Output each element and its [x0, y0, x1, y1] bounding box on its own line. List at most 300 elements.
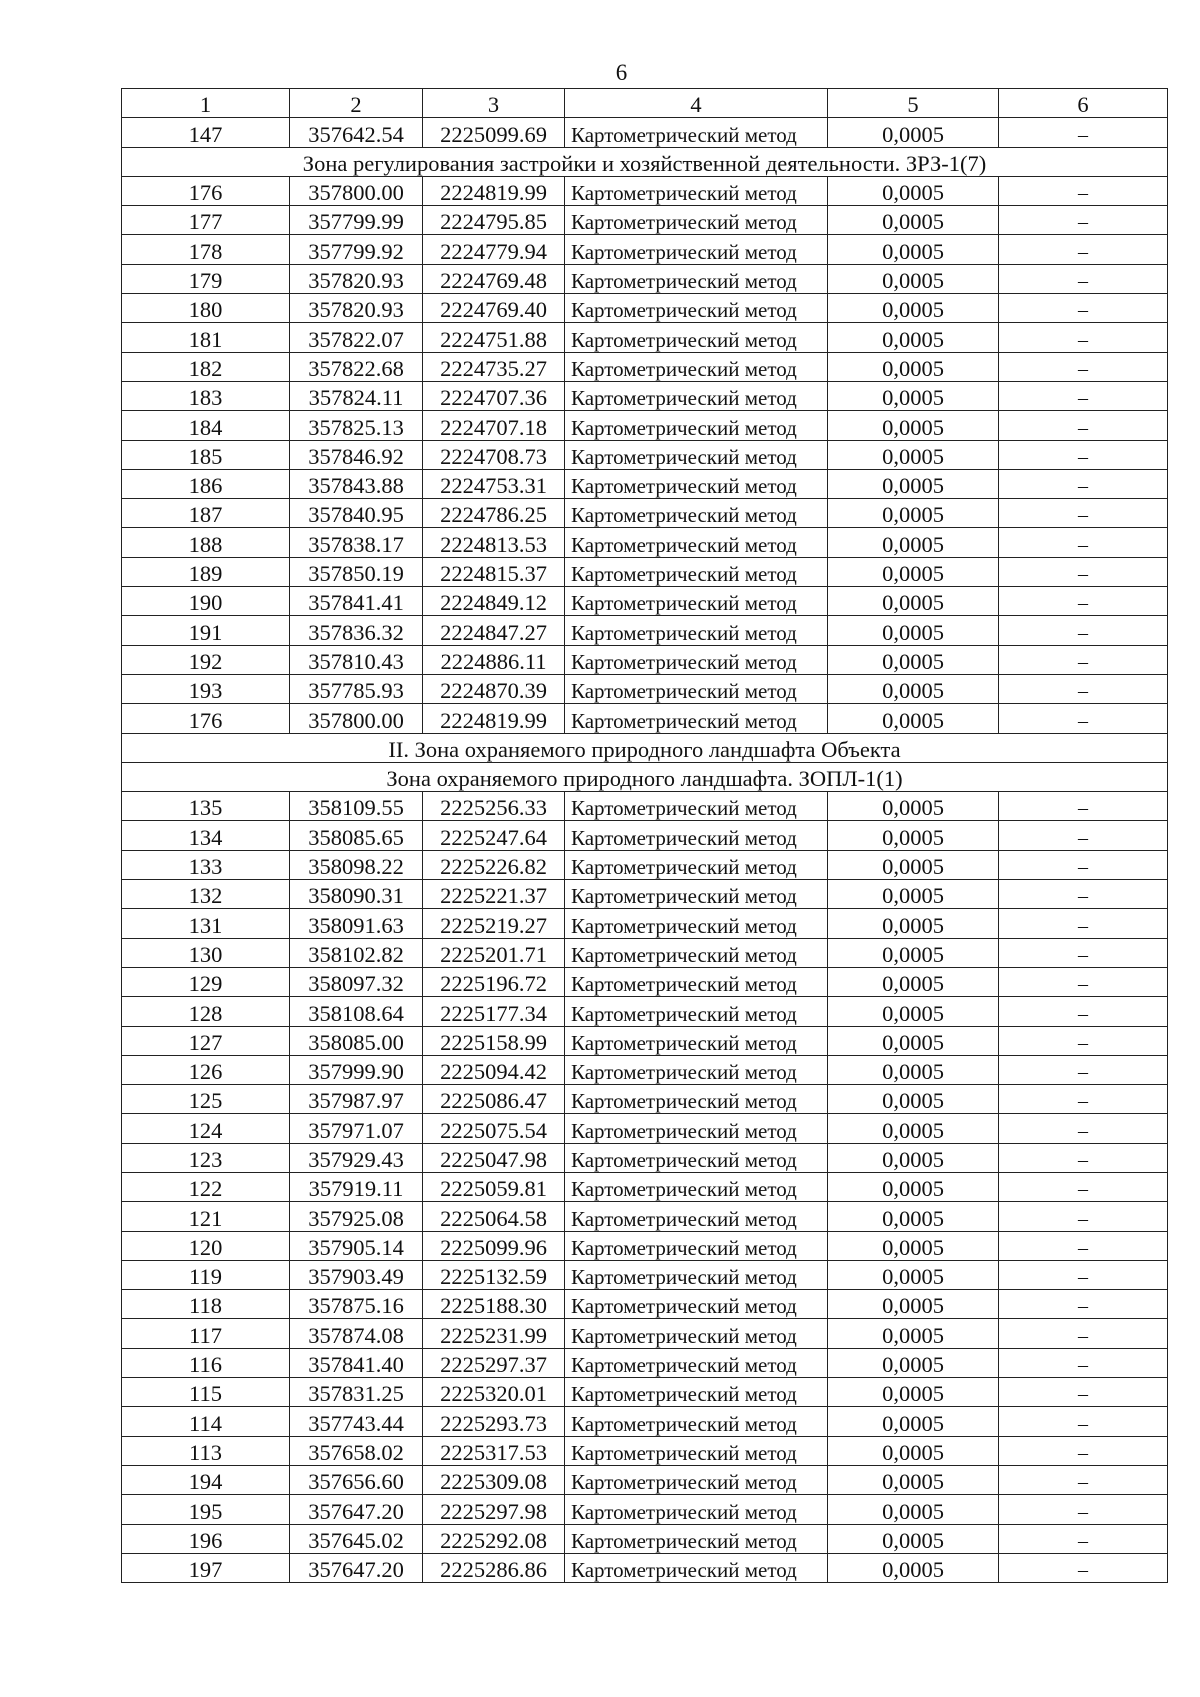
table-row — [122, 1407, 1168, 1436]
y-coordinate-cell: 2224735.27 — [423, 352, 565, 381]
y-coordinate-cell: 2225309.08 — [423, 1465, 565, 1494]
table-row — [122, 528, 1168, 557]
note-cell: – — [999, 850, 1168, 879]
table-row — [122, 938, 1168, 967]
y-coordinate-cell: 2224707.18 — [423, 411, 565, 440]
method-cell: Картометрический метод — [565, 1172, 828, 1201]
section-row — [122, 762, 1168, 791]
accuracy-cell: 0,0005 — [828, 1348, 999, 1377]
section-title: II. Зона охраняемого природного ландшафта Объекта — [122, 733, 1168, 762]
point-number-cell: 122 — [122, 1172, 290, 1201]
method-cell: Картометрический метод — [565, 469, 828, 498]
accuracy-cell: 0,0005 — [828, 499, 999, 528]
x-coordinate-cell: 357810.43 — [290, 645, 423, 674]
method-cell: Картометрический метод — [565, 1319, 828, 1348]
accuracy-cell: 0,0005 — [828, 294, 999, 323]
method-cell: Картометрический метод — [565, 235, 828, 264]
note-cell: – — [999, 1495, 1168, 1524]
point-number-cell: 182 — [122, 352, 290, 381]
x-coordinate-cell: 357658.02 — [290, 1436, 423, 1465]
point-number-cell: 180 — [122, 294, 290, 323]
table-row — [122, 1026, 1168, 1055]
table-row — [122, 206, 1168, 235]
table-row — [122, 1348, 1168, 1377]
method-cell: Картометрический метод — [565, 704, 828, 733]
note-cell: – — [999, 1085, 1168, 1114]
method-cell: Картометрический метод — [565, 1378, 828, 1407]
table-row — [122, 557, 1168, 586]
point-number-cell: 126 — [122, 1055, 290, 1084]
accuracy-cell: 0,0005 — [828, 1143, 999, 1172]
point-number-cell: 195 — [122, 1495, 290, 1524]
y-coordinate-cell: 2224753.31 — [423, 469, 565, 498]
table-row — [122, 645, 1168, 674]
column-number: 2 — [290, 89, 423, 118]
y-coordinate-cell: 2224708.73 — [423, 440, 565, 469]
accuracy-cell: 0,0005 — [828, 381, 999, 410]
table-row — [122, 1085, 1168, 1114]
point-number-cell: 117 — [122, 1319, 290, 1348]
table-row — [122, 1114, 1168, 1143]
accuracy-cell: 0,0005 — [828, 880, 999, 909]
table-row — [122, 440, 1168, 469]
note-cell: – — [999, 440, 1168, 469]
accuracy-cell: 0,0005 — [828, 704, 999, 733]
y-coordinate-cell: 2225201.71 — [423, 938, 565, 967]
x-coordinate-cell: 357824.11 — [290, 381, 423, 410]
point-number-cell: 123 — [122, 1143, 290, 1172]
point-number-cell: 197 — [122, 1553, 290, 1582]
point-number-cell: 177 — [122, 206, 290, 235]
point-number-cell: 132 — [122, 880, 290, 909]
table-row — [122, 323, 1168, 352]
x-coordinate-cell: 358102.82 — [290, 938, 423, 967]
y-coordinate-cell: 2224815.37 — [423, 557, 565, 586]
x-coordinate-cell: 358097.32 — [290, 967, 423, 996]
accuracy-cell: 0,0005 — [828, 557, 999, 586]
accuracy-cell: 0,0005 — [828, 1085, 999, 1114]
point-number-cell: 187 — [122, 499, 290, 528]
y-coordinate-cell: 2225231.99 — [423, 1319, 565, 1348]
y-coordinate-cell: 2225297.98 — [423, 1495, 565, 1524]
x-coordinate-cell: 357919.11 — [290, 1172, 423, 1201]
note-cell: – — [999, 1114, 1168, 1143]
y-coordinate-cell: 2225221.37 — [423, 880, 565, 909]
x-coordinate-cell: 357903.49 — [290, 1260, 423, 1289]
note-cell: – — [999, 411, 1168, 440]
accuracy-cell: 0,0005 — [828, 1378, 999, 1407]
accuracy-cell: 0,0005 — [828, 264, 999, 293]
note-cell: – — [999, 499, 1168, 528]
note-cell: – — [999, 1055, 1168, 1084]
y-coordinate-cell: 2225293.73 — [423, 1407, 565, 1436]
section-title: Зона охраняемого природного ландшафта. ЗОПЛ-1(1) — [122, 762, 1168, 791]
method-cell: Картометрический метод — [565, 176, 828, 205]
point-number-cell: 118 — [122, 1290, 290, 1319]
x-coordinate-cell: 357656.60 — [290, 1465, 423, 1494]
table-row — [122, 469, 1168, 498]
x-coordinate-cell: 357843.88 — [290, 469, 423, 498]
method-cell: Картометрический метод — [565, 587, 828, 616]
note-cell: – — [999, 792, 1168, 821]
accuracy-cell: 0,0005 — [828, 967, 999, 996]
point-number-cell: 193 — [122, 674, 290, 703]
section-row — [122, 147, 1168, 176]
note-cell: – — [999, 206, 1168, 235]
y-coordinate-cell: 2224819.99 — [423, 176, 565, 205]
table-row — [122, 1378, 1168, 1407]
method-cell: Картометрический метод — [565, 1085, 828, 1114]
note-cell: – — [999, 1172, 1168, 1201]
note-cell: – — [999, 1143, 1168, 1172]
point-number-cell: 128 — [122, 997, 290, 1026]
point-number-cell: 190 — [122, 587, 290, 616]
accuracy-cell: 0,0005 — [828, 1290, 999, 1319]
table-row — [122, 1495, 1168, 1524]
method-cell: Картометрический метод — [565, 499, 828, 528]
point-number-cell: 178 — [122, 235, 290, 264]
method-cell: Картометрический метод — [565, 1055, 828, 1084]
note-cell: – — [999, 469, 1168, 498]
y-coordinate-cell: 2225297.37 — [423, 1348, 565, 1377]
x-coordinate-cell: 357820.93 — [290, 264, 423, 293]
accuracy-cell: 0,0005 — [828, 352, 999, 381]
section-title: Зона регулирования застройки и хозяйственной деятельности. ЗРЗ-1(7) — [122, 147, 1168, 176]
y-coordinate-cell: 2224819.99 — [423, 704, 565, 733]
accuracy-cell: 0,0005 — [828, 821, 999, 850]
note-cell: – — [999, 909, 1168, 938]
y-coordinate-cell: 2225177.34 — [423, 997, 565, 1026]
point-number-cell: 176 — [122, 704, 290, 733]
table-row — [122, 118, 1168, 147]
method-cell: Картометрический метод — [565, 1495, 828, 1524]
x-coordinate-cell: 358085.00 — [290, 1026, 423, 1055]
y-coordinate-cell: 2225247.64 — [423, 821, 565, 850]
method-cell: Картометрический метод — [565, 528, 828, 557]
note-cell: – — [999, 821, 1168, 850]
y-coordinate-cell: 2225099.96 — [423, 1231, 565, 1260]
point-number-cell: 186 — [122, 469, 290, 498]
method-cell: Картометрический метод — [565, 440, 828, 469]
accuracy-cell: 0,0005 — [828, 1202, 999, 1231]
table-row — [122, 967, 1168, 996]
accuracy-cell: 0,0005 — [828, 850, 999, 879]
table-row — [122, 616, 1168, 645]
note-cell: – — [999, 352, 1168, 381]
y-coordinate-cell: 2224795.85 — [423, 206, 565, 235]
x-coordinate-cell: 357841.40 — [290, 1348, 423, 1377]
y-coordinate-cell: 2225226.82 — [423, 850, 565, 879]
note-cell: – — [999, 1465, 1168, 1494]
y-coordinate-cell: 2225075.54 — [423, 1114, 565, 1143]
accuracy-cell: 0,0005 — [828, 528, 999, 557]
method-cell: Картометрический метод — [565, 792, 828, 821]
table-row — [122, 499, 1168, 528]
point-number-cell: 191 — [122, 616, 290, 645]
point-number-cell: 135 — [122, 792, 290, 821]
note-cell: – — [999, 323, 1168, 352]
accuracy-cell: 0,0005 — [828, 616, 999, 645]
table-row — [122, 821, 1168, 850]
point-number-cell: 127 — [122, 1026, 290, 1055]
table-row — [122, 381, 1168, 410]
method-cell: Картометрический метод — [565, 1465, 828, 1494]
point-number-cell: 185 — [122, 440, 290, 469]
x-coordinate-cell: 357840.95 — [290, 499, 423, 528]
x-coordinate-cell: 358091.63 — [290, 909, 423, 938]
point-number-cell: 181 — [122, 323, 290, 352]
accuracy-cell: 0,0005 — [828, 997, 999, 1026]
method-cell: Картометрический метод — [565, 1260, 828, 1289]
table-row — [122, 176, 1168, 205]
method-cell: Картометрический метод — [565, 674, 828, 703]
table-row — [122, 1553, 1168, 1582]
note-cell: – — [999, 616, 1168, 645]
y-coordinate-cell: 2225059.81 — [423, 1172, 565, 1201]
table-row — [122, 1172, 1168, 1201]
method-cell: Картометрический метод — [565, 1202, 828, 1231]
note-cell: – — [999, 587, 1168, 616]
x-coordinate-cell: 357925.08 — [290, 1202, 423, 1231]
y-coordinate-cell: 2224779.94 — [423, 235, 565, 264]
x-coordinate-cell: 357831.25 — [290, 1378, 423, 1407]
method-cell: Картометрический метод — [565, 206, 828, 235]
point-number-cell: 120 — [122, 1231, 290, 1260]
note-cell: – — [999, 118, 1168, 147]
note-cell: – — [999, 997, 1168, 1026]
method-cell: Картометрический метод — [565, 850, 828, 879]
method-cell: Картометрический метод — [565, 381, 828, 410]
method-cell: Картометрический метод — [565, 411, 828, 440]
x-coordinate-cell: 357647.20 — [290, 1553, 423, 1582]
method-cell: Картометрический метод — [565, 1143, 828, 1172]
x-coordinate-cell: 357905.14 — [290, 1231, 423, 1260]
x-coordinate-cell: 357999.90 — [290, 1055, 423, 1084]
table-row — [122, 850, 1168, 879]
note-cell: – — [999, 704, 1168, 733]
y-coordinate-cell: 2225086.47 — [423, 1085, 565, 1114]
x-coordinate-cell: 357838.17 — [290, 528, 423, 557]
point-number-cell: 119 — [122, 1260, 290, 1289]
method-cell: Картометрический метод — [565, 645, 828, 674]
point-number-cell: 124 — [122, 1114, 290, 1143]
point-number-cell: 121 — [122, 1202, 290, 1231]
point-number-cell: 176 — [122, 176, 290, 205]
point-number-cell: 189 — [122, 557, 290, 586]
y-coordinate-cell: 2225256.33 — [423, 792, 565, 821]
x-coordinate-cell: 358098.22 — [290, 850, 423, 879]
x-coordinate-cell: 358090.31 — [290, 880, 423, 909]
x-coordinate-cell: 357799.99 — [290, 206, 423, 235]
method-cell: Картометрический метод — [565, 557, 828, 586]
x-coordinate-cell: 357987.97 — [290, 1085, 423, 1114]
method-cell: Картометрический метод — [565, 997, 828, 1026]
y-coordinate-cell: 2224849.12 — [423, 587, 565, 616]
x-coordinate-cell: 357971.07 — [290, 1114, 423, 1143]
accuracy-cell: 0,0005 — [828, 1407, 999, 1436]
accuracy-cell: 0,0005 — [828, 118, 999, 147]
note-cell: – — [999, 528, 1168, 557]
x-coordinate-cell: 358109.55 — [290, 792, 423, 821]
method-cell: Картометрический метод — [565, 1231, 828, 1260]
point-number-cell: 188 — [122, 528, 290, 557]
accuracy-cell: 0,0005 — [828, 206, 999, 235]
x-coordinate-cell: 357645.02 — [290, 1524, 423, 1553]
accuracy-cell: 0,0005 — [828, 1436, 999, 1465]
point-number-cell: 147 — [122, 118, 290, 147]
method-cell: Картометрический метод — [565, 1407, 828, 1436]
table-row — [122, 674, 1168, 703]
section-row — [122, 733, 1168, 762]
note-cell: – — [999, 645, 1168, 674]
x-coordinate-cell: 357647.20 — [290, 1495, 423, 1524]
x-coordinate-cell: 358108.64 — [290, 997, 423, 1026]
method-cell: Картометрический метод — [565, 880, 828, 909]
method-cell: Картометрический метод — [565, 118, 828, 147]
y-coordinate-cell: 2224751.88 — [423, 323, 565, 352]
coordinates-table — [121, 88, 1168, 1583]
accuracy-cell: 0,0005 — [828, 1114, 999, 1143]
method-cell: Картометрический метод — [565, 1290, 828, 1319]
accuracy-cell: 0,0005 — [828, 411, 999, 440]
method-cell: Картометрический метод — [565, 1026, 828, 1055]
note-cell: – — [999, 1290, 1168, 1319]
method-cell: Картометрический метод — [565, 938, 828, 967]
method-cell: Картометрический метод — [565, 967, 828, 996]
note-cell: – — [999, 880, 1168, 909]
note-cell: – — [999, 1026, 1168, 1055]
table-row — [122, 1260, 1168, 1289]
accuracy-cell: 0,0005 — [828, 909, 999, 938]
accuracy-cell: 0,0005 — [828, 1524, 999, 1553]
note-cell: – — [999, 1407, 1168, 1436]
column-number: 6 — [999, 89, 1168, 118]
method-cell: Картометрический метод — [565, 1348, 828, 1377]
table-row — [122, 352, 1168, 381]
accuracy-cell: 0,0005 — [828, 1260, 999, 1289]
column-number: 3 — [423, 89, 565, 118]
point-number-cell: 125 — [122, 1085, 290, 1114]
method-cell: Картометрический метод — [565, 352, 828, 381]
y-coordinate-cell: 2224786.25 — [423, 499, 565, 528]
accuracy-cell: 0,0005 — [828, 1319, 999, 1348]
x-coordinate-cell: 357785.93 — [290, 674, 423, 703]
y-coordinate-cell: 2225132.59 — [423, 1260, 565, 1289]
table-row — [122, 1436, 1168, 1465]
x-coordinate-cell: 357822.07 — [290, 323, 423, 352]
point-number-cell: 134 — [122, 821, 290, 850]
y-coordinate-cell: 2225196.72 — [423, 967, 565, 996]
point-number-cell: 194 — [122, 1465, 290, 1494]
y-coordinate-cell: 2225094.42 — [423, 1055, 565, 1084]
note-cell: – — [999, 235, 1168, 264]
table-row — [122, 997, 1168, 1026]
accuracy-cell: 0,0005 — [828, 1055, 999, 1084]
coordinates-table-body — [122, 89, 1168, 1583]
y-coordinate-cell: 2225317.53 — [423, 1436, 565, 1465]
column-number: 5 — [828, 89, 999, 118]
table-row — [122, 1524, 1168, 1553]
method-cell: Картометрический метод — [565, 1524, 828, 1553]
x-coordinate-cell: 357846.92 — [290, 440, 423, 469]
x-coordinate-cell: 357642.54 — [290, 118, 423, 147]
note-cell: – — [999, 1319, 1168, 1348]
accuracy-cell: 0,0005 — [828, 674, 999, 703]
note-cell: – — [999, 1553, 1168, 1582]
accuracy-cell: 0,0005 — [828, 440, 999, 469]
point-number-cell: 129 — [122, 967, 290, 996]
x-coordinate-cell: 357841.41 — [290, 587, 423, 616]
method-cell: Картометрический метод — [565, 1553, 828, 1582]
note-cell: – — [999, 176, 1168, 205]
note-cell: – — [999, 1231, 1168, 1260]
x-coordinate-cell: 357850.19 — [290, 557, 423, 586]
note-cell: – — [999, 1260, 1168, 1289]
accuracy-cell: 0,0005 — [828, 792, 999, 821]
x-coordinate-cell: 357822.68 — [290, 352, 423, 381]
x-coordinate-cell: 357836.32 — [290, 616, 423, 645]
note-cell: – — [999, 674, 1168, 703]
y-coordinate-cell: 2224707.36 — [423, 381, 565, 410]
method-cell: Картометрический метод — [565, 821, 828, 850]
y-coordinate-cell: 2224769.40 — [423, 294, 565, 323]
y-coordinate-cell: 2225047.98 — [423, 1143, 565, 1172]
method-cell: Картометрический метод — [565, 1114, 828, 1143]
point-number-cell: 192 — [122, 645, 290, 674]
note-cell: – — [999, 381, 1168, 410]
x-coordinate-cell: 357825.13 — [290, 411, 423, 440]
table-row — [122, 264, 1168, 293]
accuracy-cell: 0,0005 — [828, 1231, 999, 1260]
note-cell: – — [999, 1436, 1168, 1465]
note-cell: – — [999, 264, 1168, 293]
y-coordinate-cell: 2225320.01 — [423, 1378, 565, 1407]
note-cell: – — [999, 967, 1168, 996]
point-number-cell: 131 — [122, 909, 290, 938]
accuracy-cell: 0,0005 — [828, 587, 999, 616]
table-row — [122, 909, 1168, 938]
note-cell: – — [999, 1378, 1168, 1407]
table-row — [122, 1319, 1168, 1348]
method-cell: Картометрический метод — [565, 616, 828, 645]
table-row — [122, 1143, 1168, 1172]
method-cell: Картометрический метод — [565, 294, 828, 323]
y-coordinate-cell: 2224886.11 — [423, 645, 565, 674]
x-coordinate-cell: 358085.65 — [290, 821, 423, 850]
method-cell: Картометрический метод — [565, 1436, 828, 1465]
y-coordinate-cell: 2225286.86 — [423, 1553, 565, 1582]
point-number-cell: 130 — [122, 938, 290, 967]
point-number-cell: 114 — [122, 1407, 290, 1436]
column-number: 4 — [565, 89, 828, 118]
accuracy-cell: 0,0005 — [828, 469, 999, 498]
column-number-row — [122, 89, 1168, 118]
accuracy-cell: 0,0005 — [828, 1465, 999, 1494]
y-coordinate-cell: 2225219.27 — [423, 909, 565, 938]
note-cell: – — [999, 557, 1168, 586]
column-number: 1 — [122, 89, 290, 118]
accuracy-cell: 0,0005 — [828, 235, 999, 264]
point-number-cell: 115 — [122, 1378, 290, 1407]
accuracy-cell: 0,0005 — [828, 1026, 999, 1055]
y-coordinate-cell: 2225188.30 — [423, 1290, 565, 1319]
x-coordinate-cell: 357875.16 — [290, 1290, 423, 1319]
accuracy-cell: 0,0005 — [828, 938, 999, 967]
y-coordinate-cell: 2224870.39 — [423, 674, 565, 703]
note-cell: – — [999, 1348, 1168, 1377]
method-cell: Картометрический метод — [565, 264, 828, 293]
table-row — [122, 411, 1168, 440]
